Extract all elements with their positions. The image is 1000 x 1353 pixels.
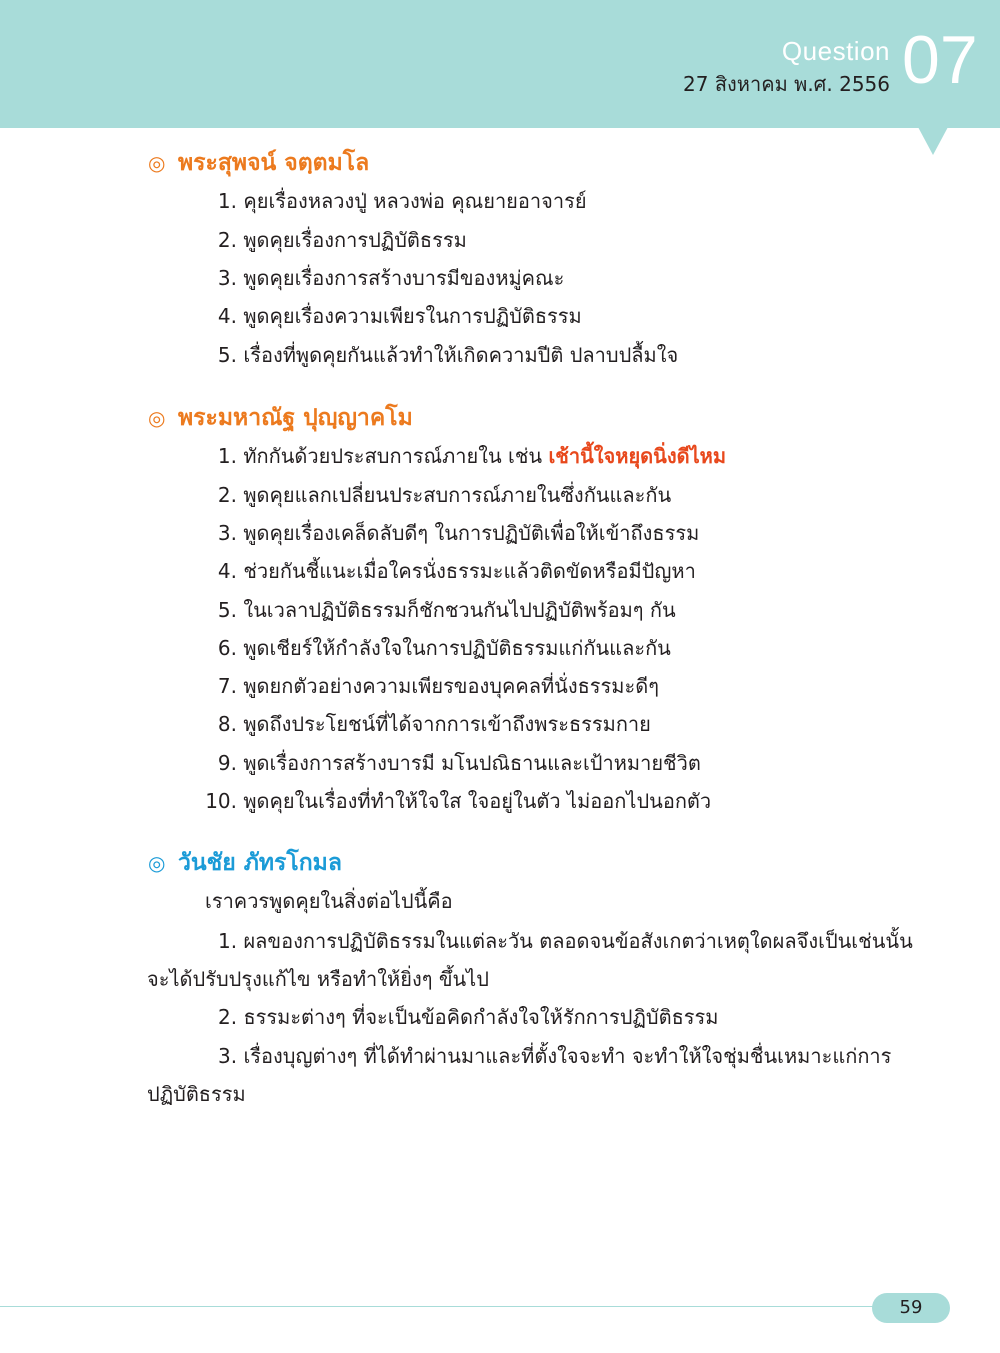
section-title-2 [148, 400, 413, 436]
section-title-text: วันชัย ภัทรโกมล [178, 850, 342, 876]
section-intro: เราควรพูดคุยในสิ่งต่อไปนี้คือ [205, 889, 453, 913]
section-title-3 [148, 845, 342, 881]
question-number: 07 [902, 22, 978, 98]
header-pointer [918, 127, 948, 155]
bullet-icon: ◎ [148, 406, 166, 430]
list-item: 3. พูดคุยเรื่องเคล็ดลับดีๆ ในการปฏิบัติเพื่อให้เข้าถึงธรรม [217, 521, 700, 545]
list-item: 9. พูดเรื่องการสร้างบารมี มโนปณิธานและเป้าหมายชีวิต [217, 751, 701, 775]
question-label: Question [781, 36, 890, 66]
bullet-icon: ◎ [148, 151, 166, 175]
paragraph-line: 2. ธรรมะต่างๆ ที่จะเป็นข้อคิดกำลังใจให้รักการปฏิบัติธรรม [218, 1005, 719, 1029]
list-item: 1. คุยเรื่องหลวงปู่ หลวงพ่อ คุณยายอาจารย์ [217, 189, 587, 213]
question-date: 27 สิงหาคม พ.ศ. 2556 [683, 72, 890, 96]
list-item: 1. ทักกันด้วยประสบการณ์ภายใน เช่น เช้านี้ใจหยุดนิ่งดีไหม [217, 444, 727, 468]
highlight-phrase: เช้านี้ใจหยุดนิ่งดีไหม [548, 444, 727, 468]
paragraph-line: 3. เรื่องบุญต่างๆ ที่ได้ทำผ่านมาและที่ตั้งใจจะทำ จะทำให้ใจชุ่มชื่นเหมาะแก่การ [218, 1044, 892, 1068]
list-item: 6. พูดเชียร์ให้กำลังใจในการปฏิบัติธรรมแก่กันและกัน [217, 636, 671, 660]
bullet-icon: ◎ [148, 851, 166, 875]
list-item: 5. เรื่องที่พูดคุยกันแล้วทำให้เกิดความปีติ ปลาบปลื้มใจ [217, 343, 679, 367]
paragraph-line: จะได้ปรับปรุงแก้ไข หรือทำให้ยิ่งๆ ขึ้นไป [147, 967, 489, 991]
list-item: 8. พูดถึงประโยชน์ที่ได้จากการเข้าถึงพระธรรมกาย [217, 712, 651, 736]
list-item: 4. ช่วยกันชี้แนะเมื่อใครนั่งธรรมะแล้วติดขัดหรือมีปัญหา [217, 559, 696, 583]
footer-rule [0, 1306, 880, 1307]
list-item: 4. พูดคุยเรื่องความเพียรในการปฏิบัติธรรม [217, 304, 582, 328]
list-item: 7. พูดยกตัวอย่างความเพียรของบุคคลที่นั่งธรรมะดีๆ [217, 674, 659, 698]
paragraph-line: ปฏิบัติธรรม [147, 1082, 246, 1106]
list-item: 5. ในเวลาปฏิบัติธรรมก็ชักชวนกันไปปฏิบัติพร้อมๆ กัน [217, 598, 676, 622]
list-item: 3. พูดคุยเรื่องการสร้างบารมีของหมู่คณะ [217, 266, 565, 290]
section-title-text: พระมหาณัฐ ปุญฺญาคโม [178, 405, 413, 431]
list-item: 2. พูดคุยแลกเปลี่ยนประสบการณ์ภายในซึ่งกันและกัน [217, 483, 672, 507]
list-item: 2. พูดคุยเรื่องการปฏิบัติธรรม [217, 228, 467, 252]
paragraph-line: 1. ผลของการปฏิบัติธรรมในแต่ละวัน ตลอดจนข้อสังเกตว่าเหตุใดผลจึงเป็นเช่นนั้น [218, 929, 913, 953]
page-number: 59 [872, 1293, 950, 1323]
section-title-1 [148, 145, 369, 181]
list-item: 10. พูดคุยในเรื่องที่ทำให้ใจใส ใจอยู่ในตัว ไม่ออกไปนอกตัว [205, 789, 712, 813]
section-title-text: พระสุพจน์ จตฺตมโล [178, 150, 370, 176]
